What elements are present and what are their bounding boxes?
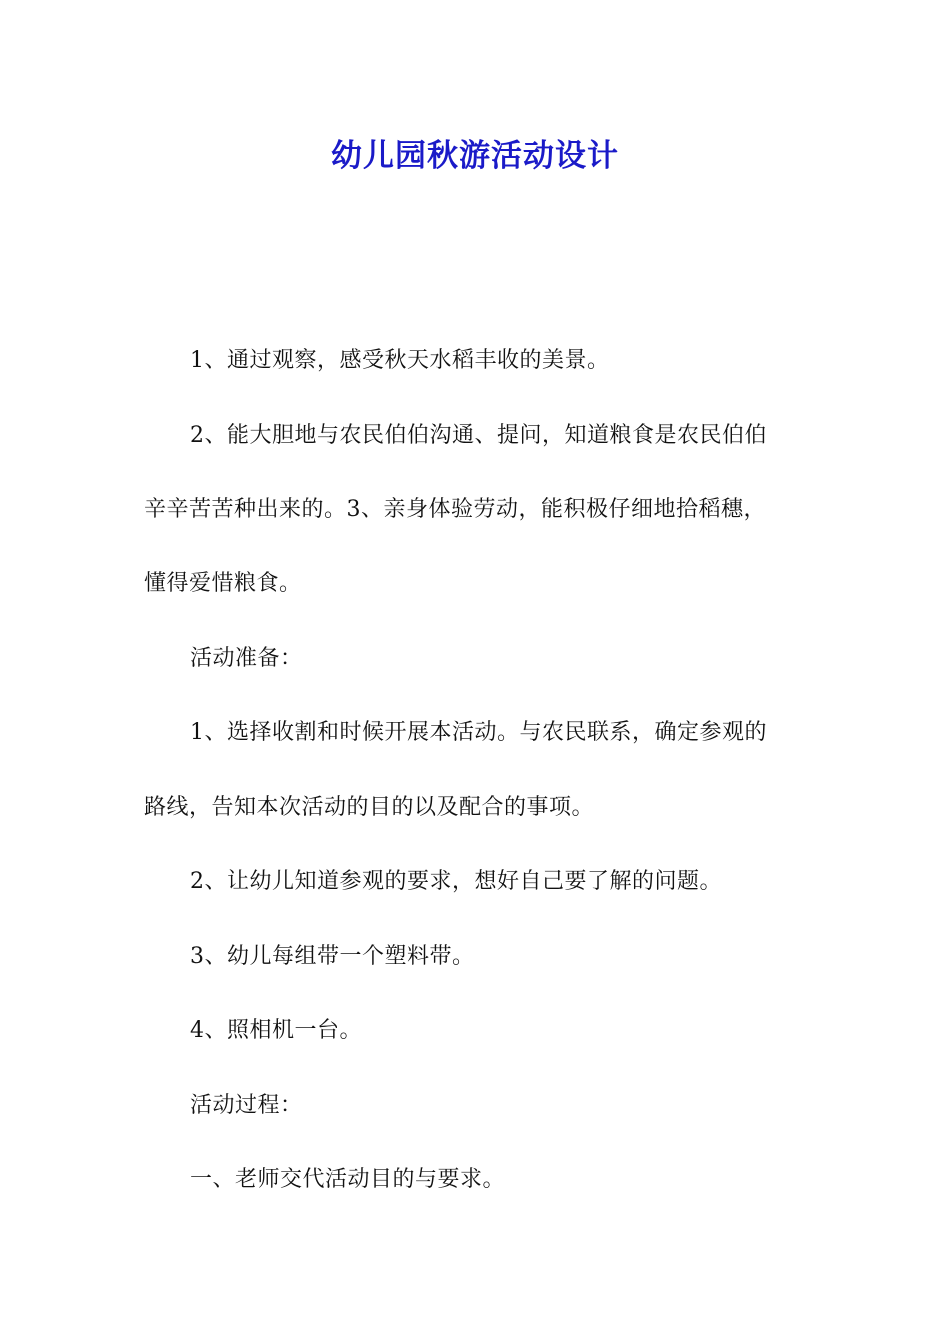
paragraph-line-prep-1-cont: 路线，告知本次活动的目的以及配合的事项。 xyxy=(144,795,595,820)
section-heading-preparation: 活动准备： xyxy=(190,646,303,671)
paragraph-line-goal-1: 1、通过观察，感受秋天水稻丰收的美景。 xyxy=(190,348,610,373)
paragraph-line-goal-2: 2、能大胆地与农民伯伯沟通、提问，知道粮食是农民伯伯 xyxy=(190,423,767,448)
paragraph-line-goal-2-cont: 辛辛苦苦种出来的。3、亲身体验劳动，能积极仔细地拾稻穗， xyxy=(144,497,766,522)
paragraph-line-process-1: 一、老师交代活动目的与要求。 xyxy=(190,1167,506,1192)
paragraph-line-prep-2: 2、让幼儿知道参观的要求，想好自己要了解的问题。 xyxy=(190,869,722,894)
paragraph-line-prep-4: 4、照相机一台。 xyxy=(190,1018,362,1043)
paragraph-line-goal-3-cont: 懂得爱惜粮食。 xyxy=(144,571,302,596)
document-title: 幼儿园秋游活动设计 xyxy=(331,138,619,174)
section-heading-process: 活动过程： xyxy=(190,1093,303,1118)
paragraph-line-prep-3: 3、幼儿每组带一个塑料带。 xyxy=(190,944,475,969)
paragraph-line-prep-1: 1、选择收割和时候开展本活动。与农民联系，确定参观的 xyxy=(190,720,767,745)
